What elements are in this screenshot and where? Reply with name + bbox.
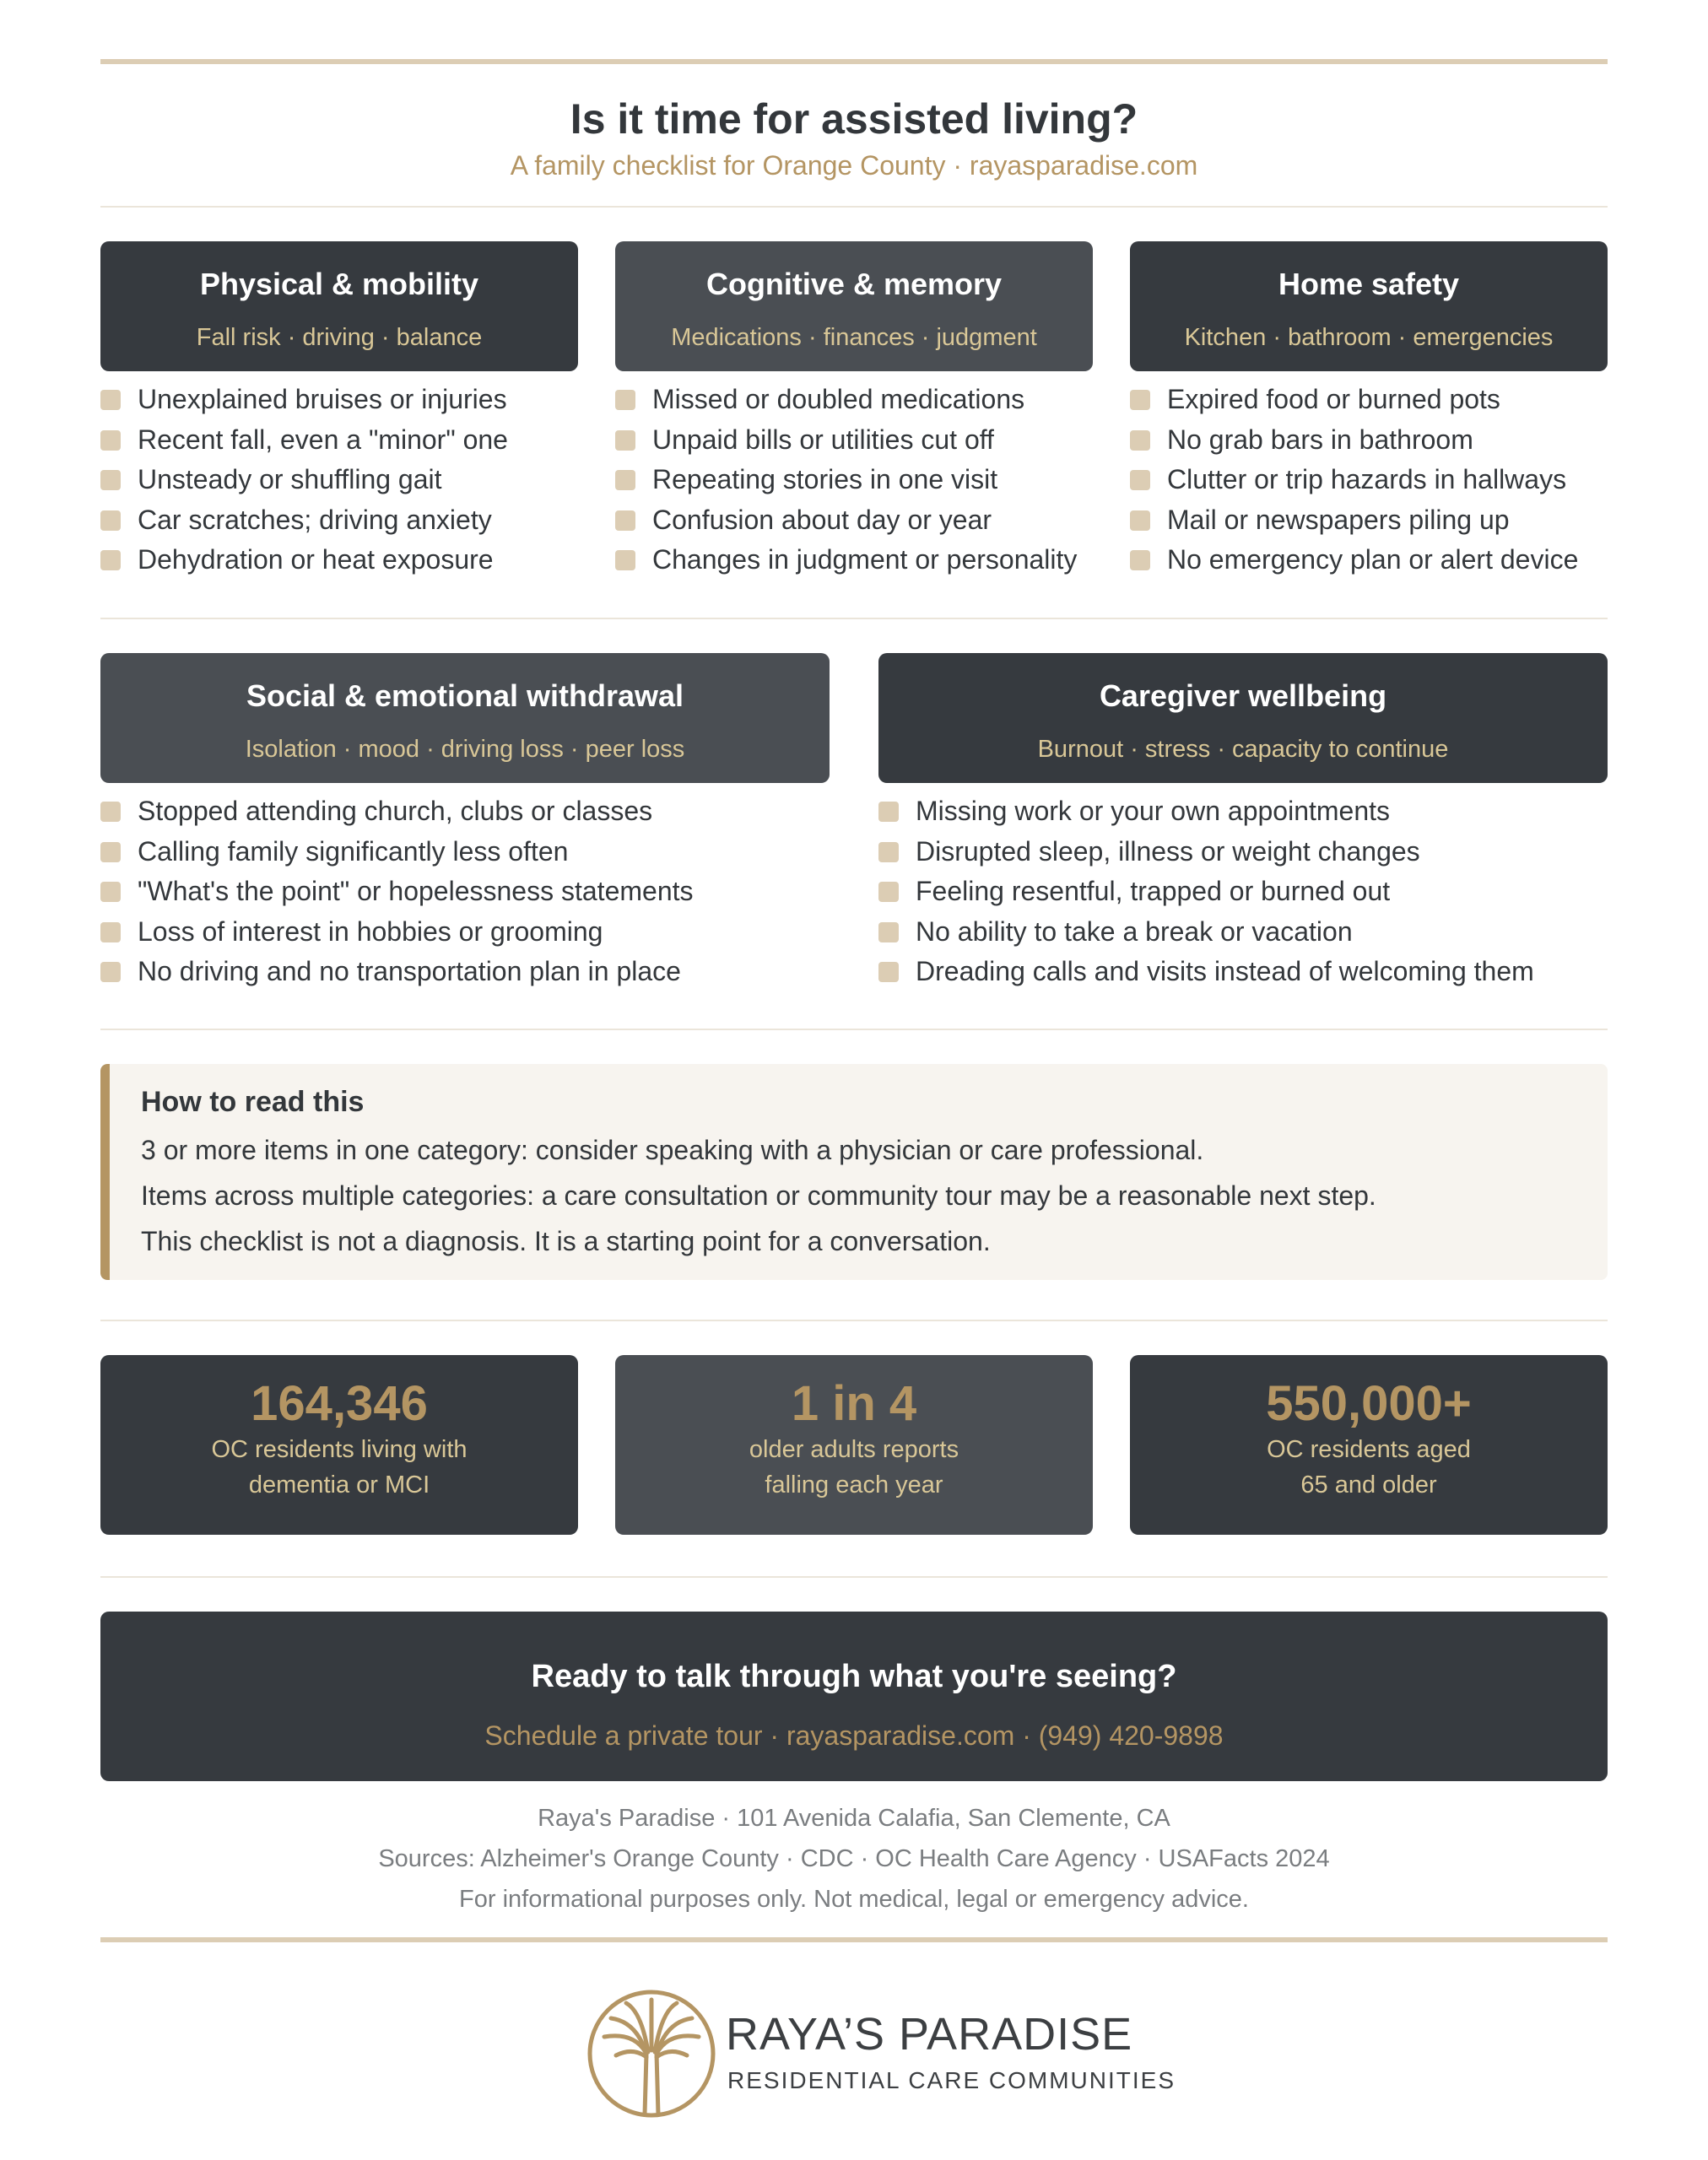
- category-subtitle: Kitchen · bathroom · emergencies: [1184, 324, 1554, 351]
- bottom-rule: [100, 1937, 1608, 1942]
- stat-value: 550,000+: [1266, 1376, 1472, 1431]
- category-header-caregiver: [878, 653, 1608, 783]
- page-subtitle: A family checklist for Orange County · rayasparadise.com: [510, 150, 1198, 181]
- checklist-home-safety: [1130, 382, 1608, 583]
- category-title: Caregiver wellbeing: [1099, 678, 1387, 713]
- checkbox-square-icon: [1130, 390, 1150, 410]
- brand-tagline: RESIDENTIAL CARE COMMUNITIES: [727, 2067, 1176, 2093]
- category-header-social: [100, 653, 830, 783]
- checkbox-square-icon: [615, 550, 635, 570]
- checklist-item: Feeling resentful, trapped or burned out: [878, 874, 1608, 915]
- checklist-item: Recent fall, even a "minor" one: [100, 423, 578, 463]
- category-subtitle: Medications · finances · judgment: [671, 324, 1037, 351]
- callout-line: Items across multiple categories: a care consultation or community tour may be a reasonable next step.: [141, 1180, 1376, 1211]
- checkbox-square-icon: [100, 882, 121, 902]
- category-subtitle: Isolation · mood · driving loss · peer loss: [245, 736, 685, 763]
- checkbox-square-icon: [878, 922, 899, 942]
- category-title: Social & emotional withdrawal: [246, 678, 684, 713]
- checklist-item: Stopped attending church, clubs or classes: [100, 794, 830, 834]
- palm-tree-logo-icon: [586, 1988, 717, 2120]
- category-title: Home safety: [1278, 267, 1460, 301]
- checkbox-square-icon: [615, 470, 635, 490]
- stat-value: 1 in 4: [791, 1376, 917, 1431]
- checklist-social: [100, 794, 830, 995]
- checklist-item: Mail or newspapers piling up: [1130, 503, 1608, 543]
- checkbox-square-icon: [878, 882, 899, 902]
- checklist-item: Missing work or your own appointments: [878, 794, 1608, 834]
- stat-label: older adults reports: [749, 1436, 959, 1463]
- checklist-item: Unexplained bruises or injuries: [100, 382, 578, 423]
- checklist-item: No driving and no transportation plan in place: [100, 954, 830, 995]
- checkbox-square-icon: [615, 390, 635, 410]
- category-header-physical: [100, 241, 578, 371]
- checkbox-square-icon: [878, 842, 899, 862]
- checklist-item: No emergency plan or alert device: [1130, 543, 1608, 583]
- callout-accent-bar: [100, 1064, 110, 1280]
- checklist-item: Loss of interest in hobbies or grooming: [100, 915, 830, 955]
- checklist-item: Unpaid bills or utilities cut off: [615, 423, 1093, 463]
- checkbox-square-icon: [100, 470, 121, 490]
- checkbox-square-icon: [100, 802, 121, 822]
- checkbox-square-icon: [100, 390, 121, 410]
- checklist-item: Calling family significantly less often: [100, 834, 830, 875]
- divider: [100, 618, 1608, 619]
- category-header-cognitive: [615, 241, 1093, 371]
- checklist-item: Car scratches; driving anxiety: [100, 503, 578, 543]
- checkbox-square-icon: [100, 842, 121, 862]
- stat-label: OC residents aged: [1267, 1436, 1471, 1463]
- callout-title: How to read this: [141, 1086, 365, 1118]
- checklist-item: "What's the point" or hopelessness statements: [100, 874, 830, 915]
- page-title: Is it time for assisted living?: [570, 95, 1138, 143]
- callout-line: This checklist is not a diagnosis. It is a starting point for a conversation.: [141, 1226, 991, 1256]
- category-header-home-safety: [1130, 241, 1608, 371]
- checkbox-square-icon: [100, 922, 121, 942]
- stat-card-falls: [615, 1355, 1093, 1535]
- category-subtitle: Fall risk · driving · balance: [196, 324, 483, 351]
- checkbox-square-icon: [615, 430, 635, 451]
- checklist-item: Repeating stories in one visit: [615, 462, 1093, 503]
- checklist-item: Missed or doubled medications: [615, 382, 1093, 423]
- checkbox-square-icon: [615, 510, 635, 531]
- checkbox-square-icon: [1130, 550, 1150, 570]
- stat-value: 164,346: [251, 1376, 428, 1431]
- checklist-item: Disrupted sleep, illness or weight changes: [878, 834, 1608, 875]
- brand-name: RAYA’S PARADISE: [726, 2009, 1133, 2060]
- checkbox-square-icon: [100, 430, 121, 451]
- checklist-item: Dreading calls and visits instead of welcoming them: [878, 954, 1608, 995]
- cta-contact-line[interactable]: Schedule a private tour · rayasparadise.com · (949) 420-9898: [484, 1720, 1224, 1751]
- stat-label: 65 and older: [1300, 1472, 1437, 1498]
- category-subtitle: Burnout · stress · capacity to continue: [1037, 736, 1449, 763]
- category-title: Cognitive & memory: [705, 267, 1003, 301]
- call-to-action-banner: [100, 1612, 1608, 1781]
- checklist-item: Changes in judgment or personality: [615, 543, 1093, 583]
- checklist-item: Expired food or burned pots: [1130, 382, 1608, 423]
- checkbox-square-icon: [1130, 430, 1150, 451]
- divider: [100, 1029, 1608, 1030]
- checklist-item: Confusion about day or year: [615, 503, 1093, 543]
- stat-label: falling each year: [765, 1472, 943, 1498]
- checkbox-square-icon: [100, 962, 121, 982]
- checklist-item: Unsteady or shuffling gait: [100, 462, 578, 503]
- stat-label: dementia or MCI: [248, 1472, 430, 1498]
- footer-sources: Sources: Alzheimer's Orange County · CDC · OC Health Care Agency · USAFacts 2024: [378, 1845, 1330, 1872]
- checkbox-square-icon: [878, 962, 899, 982]
- checklist-item: No ability to take a break or vacation: [878, 915, 1608, 955]
- divider: [100, 1320, 1608, 1321]
- footer-address: Raya's Paradise · 101 Avenida Calafia, San Clemente, CA: [538, 1805, 1170, 1832]
- checklist-caregiver: [878, 794, 1608, 995]
- callout-line: 3 or more items in one category: consider speaking with a physician or care professional.: [141, 1135, 1204, 1165]
- checkbox-square-icon: [100, 510, 121, 531]
- top-rule: [100, 59, 1608, 64]
- checkbox-square-icon: [1130, 470, 1150, 490]
- checkbox-square-icon: [878, 802, 899, 822]
- footer-disclaimer: For informational purposes only. Not medical, legal or emergency advice.: [459, 1886, 1249, 1913]
- checklist-cognitive: [615, 382, 1093, 583]
- checklist-item: Clutter or trip hazards in hallways: [1130, 462, 1608, 503]
- stat-card-dementia: [100, 1355, 578, 1535]
- divider: [100, 1576, 1608, 1578]
- stat-card-seniors: [1130, 1355, 1608, 1535]
- divider: [100, 206, 1608, 208]
- checklist-item: No grab bars in bathroom: [1130, 423, 1608, 463]
- category-title: Physical & mobility: [199, 267, 479, 301]
- checklist-physical: [100, 382, 578, 583]
- checkbox-square-icon: [1130, 510, 1150, 531]
- cta-title: Ready to talk through what you're seeing?: [531, 1659, 1177, 1694]
- how-to-read-callout: [100, 1064, 1608, 1280]
- checklist-item: Dehydration or heat exposure: [100, 543, 578, 583]
- stat-label: OC residents living with: [211, 1436, 468, 1463]
- checkbox-square-icon: [100, 550, 121, 570]
